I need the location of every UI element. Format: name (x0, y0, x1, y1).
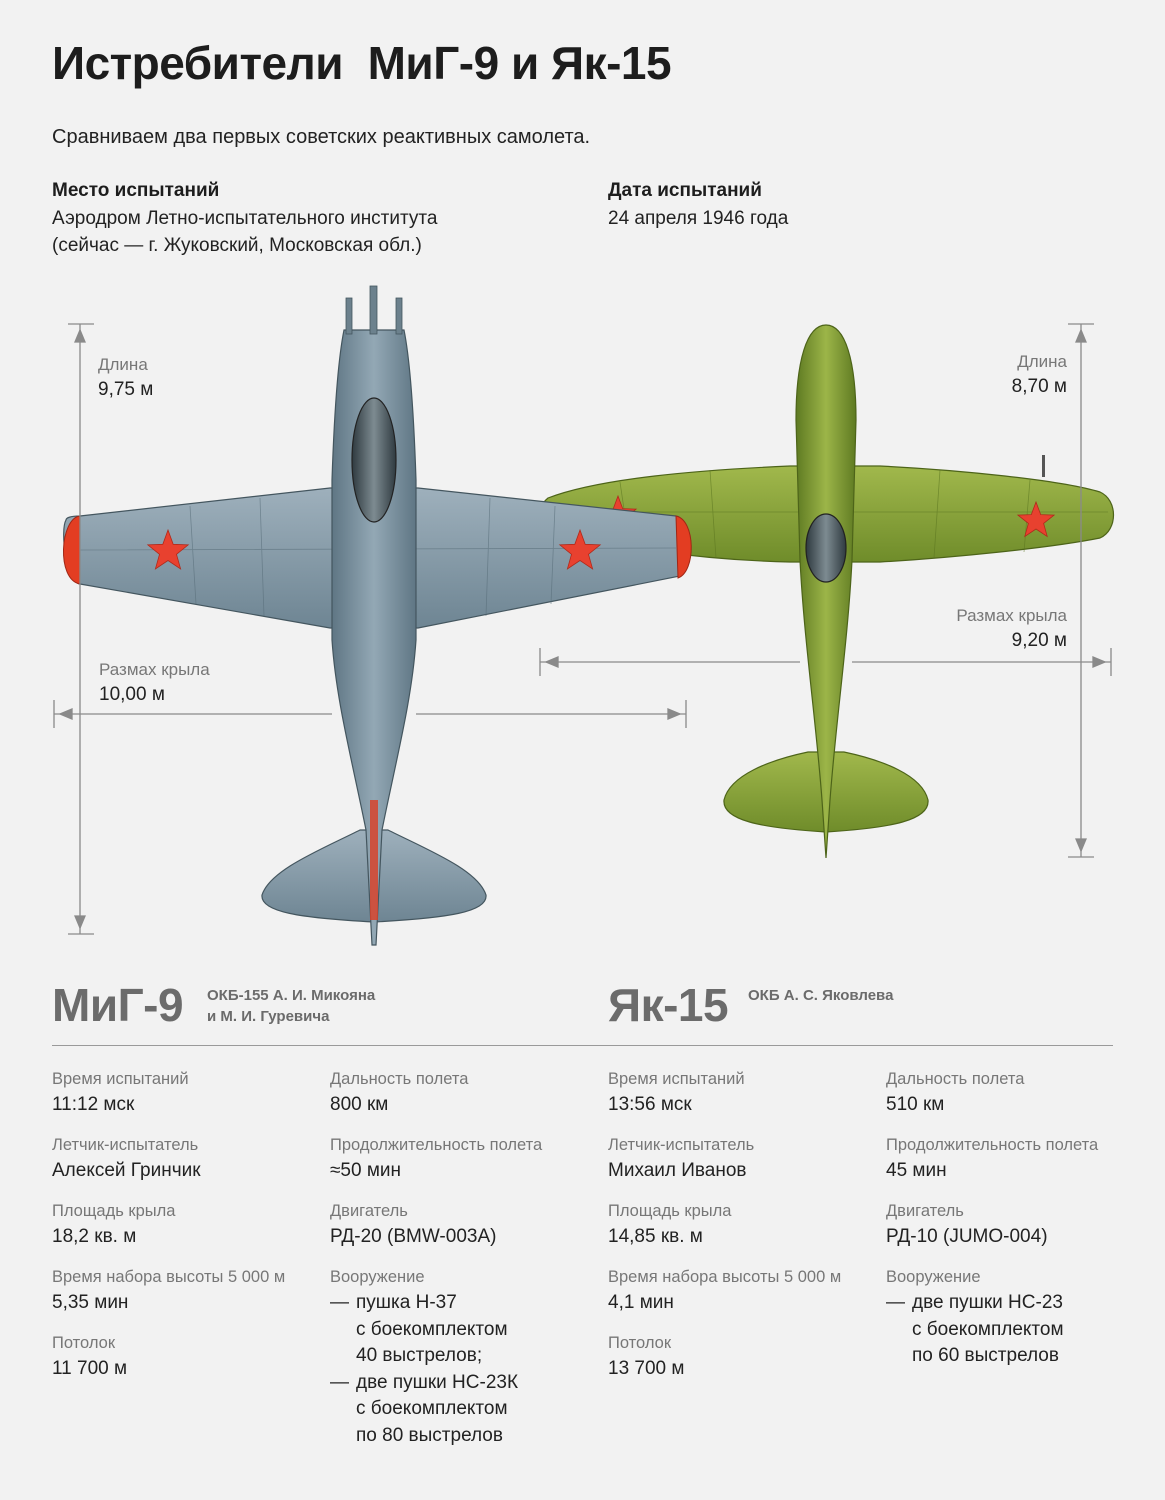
armament-label: Вооружение (330, 1268, 425, 1286)
armament-item (330, 1290, 542, 1370)
yak15-canopy (806, 514, 846, 582)
test-date-value: 24 апреля 1946 года (608, 208, 789, 229)
mig9-length-value: 9,75 м (98, 379, 154, 400)
mig9-length-label-block (98, 355, 153, 401)
spec-label: Продолжительность полета (886, 1136, 1099, 1154)
spec-item (330, 1202, 542, 1268)
yak15-bureau (748, 985, 893, 1006)
armament-line: с боекомплектом (356, 1318, 508, 1340)
spec-value: 11 700 м (52, 1358, 128, 1379)
mig9-length-label: Длина (98, 355, 148, 374)
spec-label: Продолжительность полета (330, 1136, 543, 1154)
armament-line: по 60 выстрелов (912, 1345, 1059, 1366)
spec-label: Потолок (608, 1334, 672, 1352)
armament-list (330, 1290, 542, 1449)
armament-item (330, 1370, 542, 1450)
test-place-line1: Аэродром Летно-испытательного института (52, 208, 438, 229)
spec-item (886, 1070, 1098, 1136)
yak15-name: Як-15 (608, 979, 729, 1031)
mig9-span-value: 10,00 м (99, 684, 165, 705)
test-place-line2: (сейчас — г. Жуковский, Московская обл.) (52, 235, 422, 256)
spec-item (52, 1202, 285, 1268)
test-date-label: Дата испытаний (608, 180, 762, 201)
armament-line: две пушки НС-23 (912, 1292, 1063, 1313)
spec-value: Алексей Гринчик (52, 1160, 201, 1181)
spec-value: ≈50 мин (330, 1160, 402, 1181)
dimension-lines (54, 324, 1111, 934)
spec-label: Двигатель (330, 1202, 408, 1220)
spec-label: Площадь крыла (608, 1202, 732, 1220)
spec-value: 11:12 мск (52, 1094, 135, 1115)
spec-label: Дальность полета (886, 1070, 1025, 1088)
spec-item (608, 1334, 841, 1400)
spec-label: Время набора высоты 5 000 м (608, 1268, 842, 1286)
spec-item (608, 1136, 841, 1202)
armament-line: с боекомплектом (356, 1398, 508, 1419)
spec-item (52, 1070, 285, 1136)
yak15-bureau-line1: ОКБ А. С. Яковлева (748, 987, 894, 1004)
spec-label: Летчик-испытатель (52, 1136, 199, 1154)
spec-item (608, 1070, 841, 1136)
spec-value: 45 мин (886, 1160, 947, 1181)
divider (52, 1045, 1113, 1046)
mig9-span-label: Размах крыла (99, 660, 210, 679)
armament-block (886, 1268, 1098, 1370)
mig9-bureau-line1: ОКБ-155 А. И. Микояна (207, 987, 376, 1004)
yak15-specs-col1 (608, 1070, 841, 1400)
spec-label: Время набора высоты 5 000 м (52, 1268, 286, 1286)
page-title: Истребители МиГ-9 и Як-15 (52, 37, 672, 89)
armament-line: по 80 выстрелов (356, 1424, 503, 1446)
spec-value: 510 км (886, 1094, 945, 1115)
spec-label: Время испытаний (608, 1070, 745, 1088)
spec-item (608, 1268, 841, 1334)
spec-label: Площадь крыла (52, 1202, 176, 1220)
mig9-canopy (352, 398, 396, 522)
yak15-span-label: Размах крыла (956, 606, 1067, 625)
armament-dash: — (330, 1371, 349, 1393)
mig9-span-label-block (99, 660, 210, 706)
yak15-plane (541, 325, 1114, 858)
spec-value: 14,85 кв. м (608, 1226, 703, 1247)
armament-dash: — (886, 1292, 905, 1313)
spec-item (52, 1268, 285, 1334)
spec-value: 18,2 кв. м (52, 1226, 137, 1247)
armament-label: Вооружение (886, 1268, 981, 1286)
mig9-specs-col1 (52, 1070, 285, 1400)
armament-line: с боекомплектом (912, 1318, 1064, 1340)
yak15-length-label: Длина (1017, 352, 1067, 371)
test-place-label: Место испытаний (52, 180, 220, 201)
yak15-length-value: 8,70 м (1011, 376, 1067, 397)
armament-line: 40 выстрелов; (356, 1345, 483, 1366)
mig9-specs-col2 (330, 1070, 542, 1449)
spec-label: Двигатель (886, 1202, 964, 1220)
spec-item (52, 1334, 285, 1400)
armament-block (330, 1268, 542, 1449)
spec-item (330, 1136, 542, 1202)
page-subtitle: Сравниваем два первых советских реактивных самолета. (52, 126, 591, 148)
spec-value: Михаил Иванов (608, 1160, 747, 1181)
mig9-bureau-line2: и М. И. Гуревича (207, 1008, 330, 1025)
yak15-span-value: 9,20 м (1011, 630, 1067, 651)
armament-item (886, 1290, 1098, 1370)
spec-value: 13:56 мск (608, 1094, 692, 1115)
spec-value: 800 км (330, 1094, 389, 1115)
mig9-plane (63, 286, 691, 945)
spec-label: Потолок (52, 1334, 116, 1352)
spec-item (886, 1202, 1098, 1268)
yak15-specs-col2 (886, 1070, 1098, 1370)
mig9-name: МиГ-9 (52, 979, 184, 1031)
spec-item (52, 1136, 285, 1202)
yak15-span-label-block (956, 606, 1067, 652)
spec-item (608, 1202, 841, 1268)
armament-dash: — (330, 1292, 349, 1313)
spec-value: РД-10 (JUMO-004) (886, 1226, 1048, 1247)
spec-label: Дальность полета (330, 1070, 469, 1088)
spec-value: 5,35 мин (52, 1292, 129, 1313)
spec-label: Летчик-испытатель (608, 1136, 755, 1154)
armament-line: две пушки НС-23К (356, 1371, 519, 1393)
armament-line: пушка Н-37 (356, 1292, 457, 1313)
spec-label: Время испытаний (52, 1070, 189, 1088)
armament-list (886, 1290, 1098, 1370)
mig9-bureau (207, 985, 375, 1027)
spec-value: 4,1 мин (608, 1292, 674, 1313)
spec-item (886, 1136, 1098, 1202)
spec-value: РД-20 (BMW-003A) (330, 1226, 497, 1247)
yak15-length-label-block (1012, 352, 1067, 398)
spec-value: 13 700 м (608, 1358, 685, 1379)
spec-item (330, 1070, 542, 1136)
